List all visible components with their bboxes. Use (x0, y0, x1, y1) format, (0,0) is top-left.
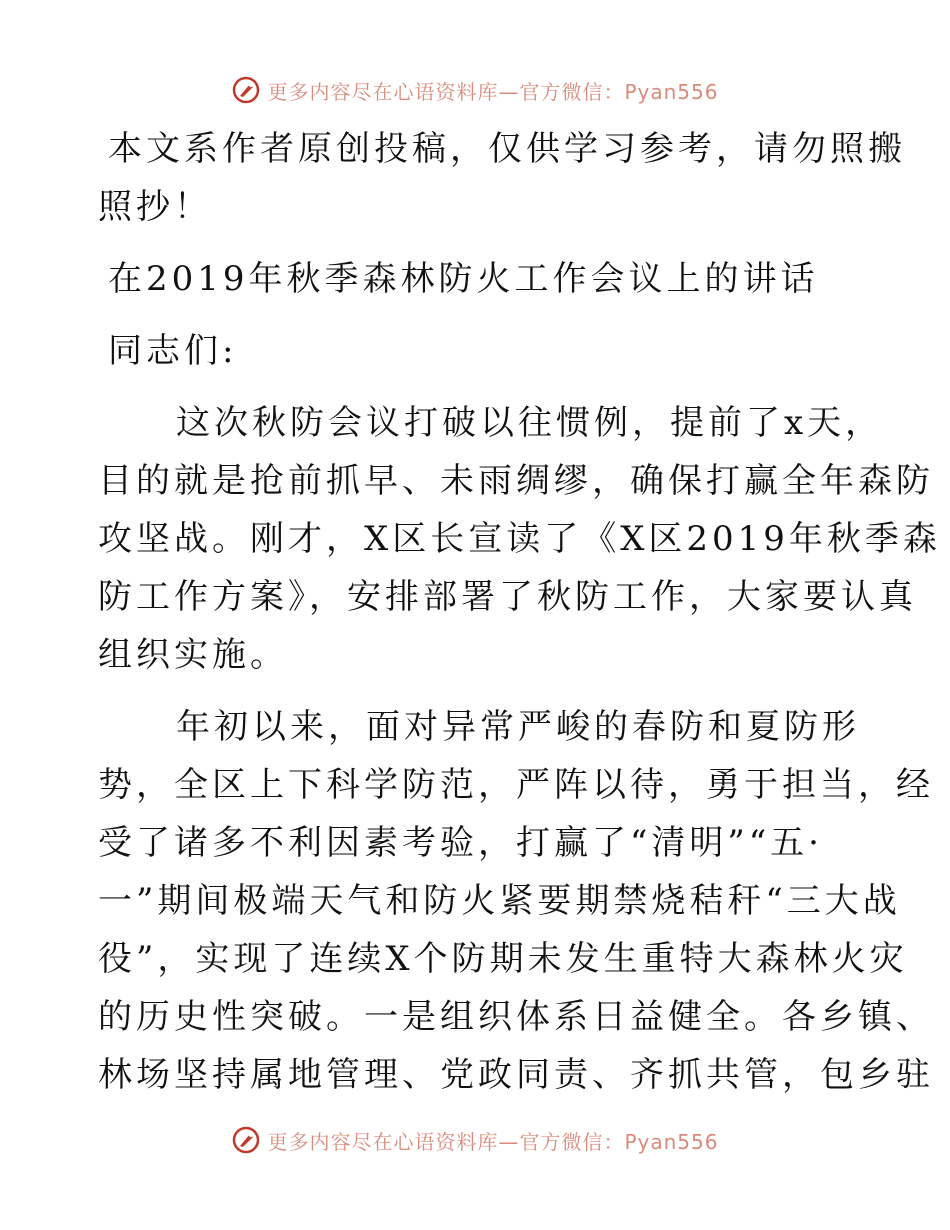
paragraph-1-line: 目的就是抢前抓早、未雨绸缪，确保打赢全年森防 (98, 461, 934, 501)
notice-line-2: 照抄！ (98, 187, 212, 227)
paragraph-1-line: 这次秋防会议打破以往惯例，提前了x天， (176, 403, 884, 443)
banner-text: 更多内容尽在心语资料库—官方微信：Pyan556 (267, 1129, 719, 1154)
document-title: 在2019年秋季森林防火工作会议上的讲话 (108, 259, 819, 299)
paragraph-1-line: 防工作方案》，安排部署了秋防工作，大家要认真 (98, 577, 917, 617)
paragraph-2-line: 受了诸多不利因素考验，打赢了“清明”“五· (98, 823, 823, 863)
paragraph-2-line: 的历史性突破。一是组织体系日益健全。各乡镇、 (98, 997, 934, 1037)
banner-text: 更多内容尽在心语资料库—官方微信：Pyan556 (267, 79, 719, 104)
salutation: 同志们: (108, 331, 238, 371)
logo-icon (231, 75, 261, 105)
paragraph-2-line: 年初以来，面对异常严峻的春防和夏防形 (176, 707, 860, 747)
document-body (98, 120, 941, 1104)
paragraph-2 (98, 698, 934, 1104)
paragraph-2-line: 林场坚持属地管理、党政同责、齐抓共管，包乡驻 (98, 1055, 934, 1095)
paragraph-2-line: 役”，实现了连续X个防期未发生重特大森林火灾 (98, 939, 908, 979)
logo-icon (231, 1125, 261, 1155)
header-banner (0, 70, 950, 110)
notice-line-1: 本文系作者原创投稿，仅供学习参考，请勿照搬 (108, 129, 906, 169)
footer-banner (0, 1120, 950, 1160)
paragraph-1-line: 组织实施。 (98, 635, 288, 675)
paragraph-1 (98, 394, 941, 684)
paragraph-2-line: 一”期间极端天气和防火紧要期禁烧秸秆“三大战 (98, 881, 901, 921)
paragraph-2-line: 势，全区上下科学防范，严阵以待，勇于担当，经 (98, 765, 934, 805)
paragraph-1-line: 攻坚战。刚才，X区长宣读了《X区2019年秋季森 (98, 519, 941, 559)
